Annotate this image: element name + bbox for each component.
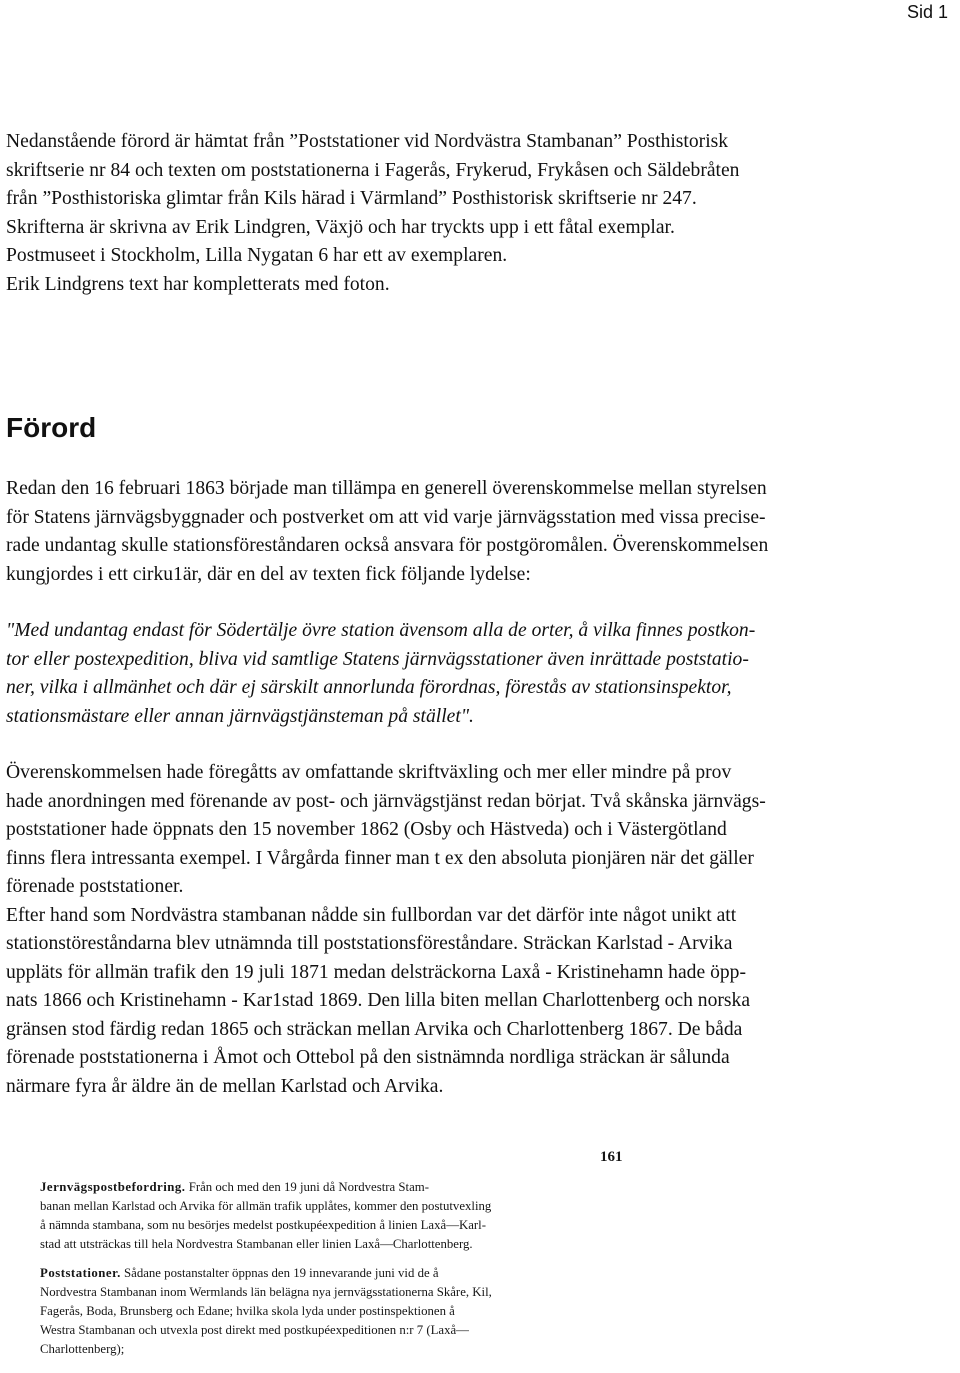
body-line: för Statens järnvägsbyggnader och postverket om att vid varje järnvägsstation med vissa precise- <box>6 506 766 528</box>
intro-line: Nedanstående förord är hämtat från ”Poststationer vid Nordvästra Stambanan” Posthistorisk <box>6 131 729 152</box>
section-heading: Förord <box>6 412 97 443</box>
intro-paragraph <box>6 128 956 299</box>
body-line: uppläts för allmän trafik den 19 juli 1871 medan delsträckorna Laxå - Kristinehamn hade öpp- <box>6 961 746 983</box>
quote-paragraph <box>6 617 956 731</box>
quote-line: stationsmästare eller annan järnvägstjänsteman på stället". <box>6 705 474 727</box>
intro-line: skriftserie nr 84 och texten om poststationerna i Fagerås, Frykerud, Frykåsen och Säldebråten <box>6 159 740 181</box>
body-line: Efter hand som Nordvästra stambanan nådde sin fullbordan var det därför inte något unikt att <box>6 904 737 926</box>
intro-line: från ”Posthistoriska glimtar från Kils härad i Värmland” Posthistorisk skriftserie nr 247. <box>6 188 697 209</box>
clipping-line: banan mellan Karlstad och Arvika för allmän trafik upplåtes, kommer den postutvexling <box>40 1199 492 1213</box>
intro-line: Postmuseet i Stockholm, Lilla Nygatan 6 har ett av exemplaren. <box>6 245 508 266</box>
quote-line: ner, vilka i allmänhet och där ej särskilt annorlunda förordnas, förestås av stationsinspektor, <box>6 677 732 698</box>
clipping-line: Charlottenberg); <box>40 1342 125 1356</box>
clipping-line: Från och med den 19 juni då Nordvestra Stam- <box>188 1180 429 1194</box>
clipping-page-number: 161 <box>600 1149 623 1165</box>
body-line: stationstöreståndarna blev utnämnda till poststationsföreståndare. Sträckan Karlstad - Arvika <box>6 933 733 954</box>
clipping-line: stad att utsträckas till hela Nordvestra Stambanan eller linien Laxå—Charlottenberg. <box>40 1237 473 1251</box>
body-line: gränsen stod färdig redan 1865 och sträckan mellan Arvika och Charlottenberg 1867. De båda <box>6 1018 743 1040</box>
body-line: poststationer hade öppnats den 15 november 1862 (Osby och Hästveda) och i Västergötland <box>6 819 727 840</box>
body-line: Överenskommelsen hade föregåtts av omfattande skriftväxling och mer eller mindre på prov <box>6 762 732 783</box>
quote-line: tor eller postexpedition, bliva vid samtlige Statens järnvägsstationer även inrättade poststatio- <box>6 648 749 670</box>
body-line: förenade poststationer. <box>6 876 184 897</box>
scanned-clipping <box>40 1148 710 1359</box>
body-line: närmare fyra år äldre än de mellan Karlstad och Arvika. <box>6 1075 444 1097</box>
quote-line: "Med undantag endast för Södertälje övre station ävensom alla de orter, å vilka finnes postkon- <box>6 620 756 641</box>
clipping-line: Fagerås, Boda, Brunsberg och Edane; hvilka skola lyda under postinspektionen å <box>40 1304 455 1318</box>
clipping-heading: Poststationer. <box>40 1266 121 1280</box>
body-line: finns flera intressanta exempel. I Vårgårda finner man t ex den absoluta pionjären när det gäller <box>6 847 754 869</box>
clipping-line: Nordvestra Stambanan inom Wermlands län belägna nya jernvägsstationerna Skåre, Kil, <box>40 1285 492 1299</box>
clipping-heading: Jernvägspostbefordring. <box>40 1180 186 1194</box>
body-line: Redan den 16 februari 1863 började man tillämpa en generell överenskommelse mellan styrelsen <box>6 478 767 499</box>
body-line: nats 1866 och Kristinehamn - Kar1stad 1869. Den lilla biten mellan Charlottenberg och norska <box>6 990 751 1011</box>
body-line: hade anordningen med förenande av post- och järnvägstjänst redan börjat. Två skånska järnvägs- <box>6 790 766 812</box>
clipping-line: Sådane postanstalter öppnas den 19 innevarande juni vid de å <box>124 1266 439 1280</box>
intro-line: Skrifterna är skrivna av Erik Lindgren, Växjö och har tryckts upp i ett fåtal exemplar. <box>6 216 675 238</box>
clipping-line: å nämnda stambana, som nu besörjes medelst postkupéexpedition å linien Laxå—Karl- <box>40 1218 486 1232</box>
body-line: rade undantag skulle stationsföreståndaren också ansvara för postgöromålen. Överenskommelsen <box>6 535 769 556</box>
clipping-paragraph-2 <box>40 1264 710 1359</box>
page-number-label: Sid 1 <box>906 2 948 22</box>
body-line: förenade poststationerna i Åmot och Ottebol på den sistnämnda nordliga sträckan är sålunda <box>6 1047 730 1068</box>
body-paragraph-1 <box>6 475 956 589</box>
body-line: kungjordes i ett cirku1är, där en del av texten fick följande lydelse: <box>6 563 531 585</box>
intro-line: Erik Lindgrens text har kompletterats med foton. <box>6 273 390 295</box>
body-paragraph-2 <box>6 759 956 1101</box>
clipping-line: Westra Stambanan och utvexla post direkt med postkupéexpeditionen n:r 7 (Laxå— <box>40 1323 469 1337</box>
